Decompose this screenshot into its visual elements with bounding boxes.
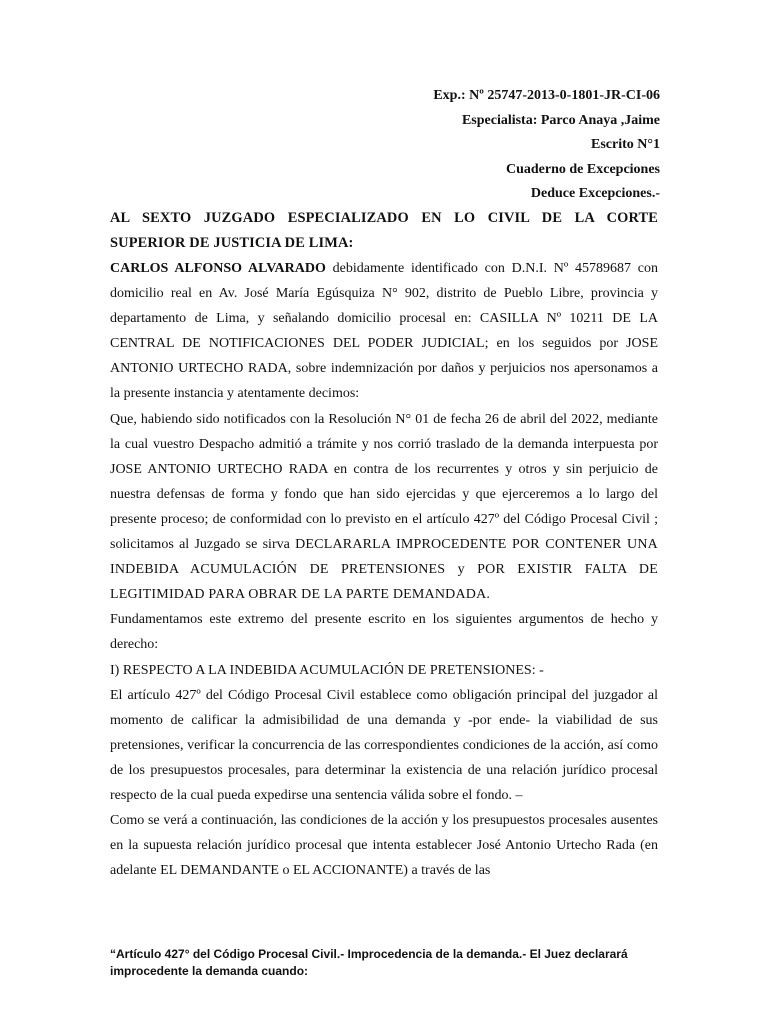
- case-number: Exp.: Nº 25747-2013-0-1801-JR-CI-06: [433, 88, 660, 103]
- intro-paragraph: [110, 256, 658, 407]
- paragraph-resolution: [110, 407, 658, 608]
- filing-number: Escrito N°1: [591, 137, 660, 152]
- addressee: AL SEXTO JUZGADO ESPECIALIZADO EN LO CIVIL DE LA CORTE SUPERIOR DE JUSTICIA DE LIMA:: [110, 210, 658, 251]
- summary-label: Deduce Excepciones.-: [530, 186, 660, 201]
- document-body: [110, 206, 658, 883]
- paragraph-grounds: Fundamentamos este extremo del presente escrito en los siguientes argumentos de hecho y derecho:: [110, 612, 658, 653]
- section-heading: I) RESPECTO A LA INDEBIDA ACUMULACIÓN DE PRETENSIONES: -: [110, 662, 544, 678]
- party-name: CARLOS ALFONSO ALVARADO: [110, 261, 326, 276]
- paragraph-resolution-text: Que, habiendo sido notificados con la Resolución N° 01 de fecha 26 de abril del 2022, mediante la cual vuestro Despacho admitió a trámite y nos corrió traslado de la demanda interpuesta por JOSE ANTONIO URTECHO RADA en contra de los recurrentes y otros y sin perjuicio de nuestra defensas de forma y fondo que han sido ejercidas y que ejerceremos a lo largo del presente proceso; de conformidad con lo previsto en el artículo 427º del Código Procesal Civil ; solicitamos al Juzgado se sirva: [110, 411, 658, 553]
- paragraph-continuation: Como se verá a continuación, las condiciones de la acción y los presupuestos procesales ausentes en la supuesta relación jurídico procesal que intenta establecer José Antonio Urtecho Rada (en adelante EL DEMANDANTE o EL ACCIONANTE) a través de las: [110, 813, 658, 879]
- footnote: “Artículo 427° del Código Procesal Civil.- Improcedencia de la demanda.- El Juez declarará improcedente la demanda cuando:: [110, 947, 628, 978]
- petition-caps: DECLARARLA IMPROCEDENTE POR CONTENER UNA INDEBIDA ACUMULACIÓN DE PRETENSIONES y POR EXISTIR FALTA DE LEGITIMIDAD PARA OBRAR DE LA PARTE DEMANDADA.: [110, 537, 658, 603]
- case-header: [300, 84, 660, 207]
- notebook-label: Cuaderno de Excepciones: [506, 161, 660, 177]
- intro-text: debidamente identificado con D.N.I. Nº 45789687 con domicilio real en Av. José María Egúsquiza N° 902, distrito de Pueblo Libre, provincia y departamento de Lima, y señalando domicilio procesal en: CASILLA Nº 10211 DE LA CENTRAL DE NOTIFICACIONES DEL PODER JUDICIAL; en los seguidos por JOSE ANTONIO URTECHO RADA, sobre indemnización por daños y perjuicios nos apersonamos a la presente instancia y atentamente decimos:: [110, 261, 659, 402]
- paragraph-article: El artículo 427º del Código Procesal Civil establece como obligación principal del juzgador al momento de calificar la admisibilidad de una demanda y -por ende- la viabilidad de sus pretensiones, verificar la concurrencia de las correspondientes condiciones de la acción, así como de los presupuestos procesales, para determinar la existencia de una relación jurídico procesal respecto de la cual pueda expedirse una sentencia válida sobre el fondo. –: [110, 687, 658, 803]
- specialist: Especialista: Parco Anaya ,Jaime: [461, 112, 660, 128]
